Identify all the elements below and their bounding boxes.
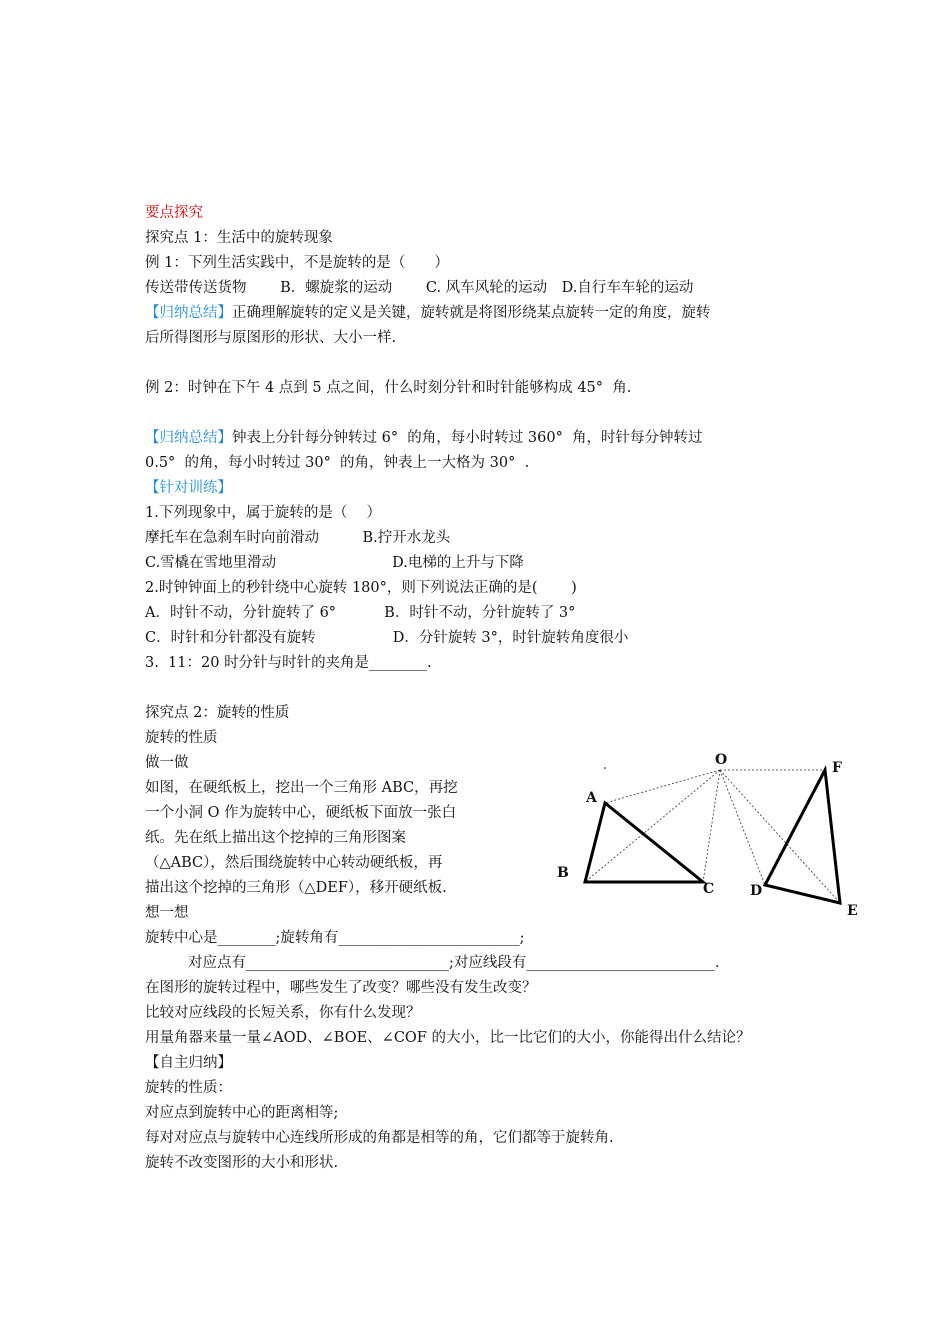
think-heading: 想一想 — [145, 905, 189, 921]
training-tag: 【针对训练】 — [145, 480, 232, 496]
self-summary-tag: 【自主归纳】 — [145, 1055, 232, 1071]
label-D: D — [750, 883, 763, 899]
fill-blank-line-2: 对应点有____________________________;对应线段有__________________________. — [188, 955, 720, 971]
question-measure: 用量角器来量一量∠AOD、∠BOE、∠COF 的大小，比一比它们的大小，你能得出什么结论？ — [145, 1030, 751, 1046]
label-B: B — [557, 865, 569, 881]
do-it-heading: 做一做 — [145, 755, 189, 771]
example2-question: 例 2：时钟在下午 4 点到 5 点之间，什么时刻分针和时针能够构成 45° 角. — [145, 380, 632, 396]
summary2-tag: 【归纳总结】 — [145, 430, 232, 446]
label-F: F — [832, 760, 842, 776]
property-1: 对应点到旋转中心的距离相等; — [145, 1105, 339, 1121]
summary1-line2: 后所得图形与原图形的形状、大小一样. — [145, 330, 397, 346]
example1-question: 例 1：下列生活实践中，不是旋转的是（ ） — [145, 255, 449, 271]
fill-blank-line-1: 旋转中心是________;旋转角有_________________________; — [145, 930, 525, 946]
activity-line-3: 纸。先在纸上描出这个挖掉的三角形图案 — [145, 830, 406, 846]
summary2-text1: 钟表上分针每分钟转过 6° 的角，每小时转过 360° 角，时针每分钟转过 — [232, 430, 703, 446]
triangle-DEF — [765, 770, 840, 903]
segment-OB — [585, 770, 720, 882]
activity-line-4: （△ABC），然后围绕旋转中心转动硬纸板，再 — [145, 855, 443, 871]
triangle-ABC — [585, 803, 703, 882]
label-A: A — [586, 790, 597, 806]
segment-OC — [703, 770, 720, 882]
training-q1: 1.下列现象中，属于旋转的是（ ） — [145, 505, 381, 521]
section-heading: 要点探究 — [145, 205, 203, 221]
question-compare: 比较对应线段的长短关系，你有什么发现？ — [145, 1005, 421, 1021]
property-2: 每对对应点与旋转中心连线所形成的角都是相等的角，它们都等于旋转角. — [145, 1130, 614, 1146]
label-E: E — [847, 903, 858, 919]
property-3: 旋转不改变图形的大小和形状. — [145, 1155, 339, 1171]
summary2-line1 — [145, 428, 703, 448]
activity-line-5: 描出这个挖掉的三角形（△DEF），移开硬纸板. — [145, 880, 447, 896]
training-q2-options-cd: C．时针和分针都没有旋转 D．分针旋转 3°，时针旋转角度很小 — [145, 630, 629, 646]
activity-line-2: 一个小洞 O 作为旋转中心，硬纸板下面放一张白 — [145, 805, 457, 821]
activity-line-1: 如图，在硬纸板上，挖出一个三角形 ABC，再挖 — [145, 780, 458, 796]
point1-title: 探究点 1：生活中的旋转现象 — [145, 230, 333, 246]
training-q2-options-ab: A．时针不动，分针旋转了 6° B．时针不动，分针旋转了 3° — [145, 605, 576, 621]
example1-options: 传送带传送货物 B．螺旋浆的运动 C. 风车风轮的运动 D.自行车车轮的运动 — [145, 280, 694, 296]
summary1-tag: 【归纳总结】 — [145, 305, 232, 321]
segment-OE — [720, 770, 840, 903]
training-q1-options-ab: 摩托车在急刹车时向前滑动 B.拧开水龙头 — [145, 530, 451, 546]
summary2-line2: 0.5° 的角，每小时转过 30° 的角，钟表上一大格为 30° . — [145, 455, 530, 471]
segment-OA — [605, 770, 720, 803]
training-q1-options-cd: C.雪橇在雪地里滑动 D.电梯的上升与下降 — [145, 555, 524, 571]
summary1-text1: 正确理解旋转的定义是关键，旋转就是将图形绕某点旋转一定的角度，旋转 — [232, 305, 711, 321]
training-q3: 3. 11：20 时分针与时针的夹角是________. — [145, 655, 432, 671]
point2-title: 探究点 2：旋转的性质 — [145, 705, 290, 721]
segment-OD — [720, 770, 765, 885]
question-change: 在图形的旋转过程中，哪些发生了改变？哪些没有发生改变？ — [145, 980, 537, 996]
label-C: C — [703, 881, 715, 897]
summary1-line1 — [145, 303, 711, 323]
rotation-diagram — [545, 745, 875, 925]
label-O: O — [715, 752, 728, 768]
properties-title: 旋转的性质： — [145, 1080, 232, 1096]
stray-dot — [604, 767, 606, 769]
training-q2: 2.时钟钟面上的秒针绕中心旋转 180°，则下列说法正确的是( ) — [145, 580, 577, 596]
rotation-properties-subtitle: 旋转的性质 — [145, 730, 218, 746]
